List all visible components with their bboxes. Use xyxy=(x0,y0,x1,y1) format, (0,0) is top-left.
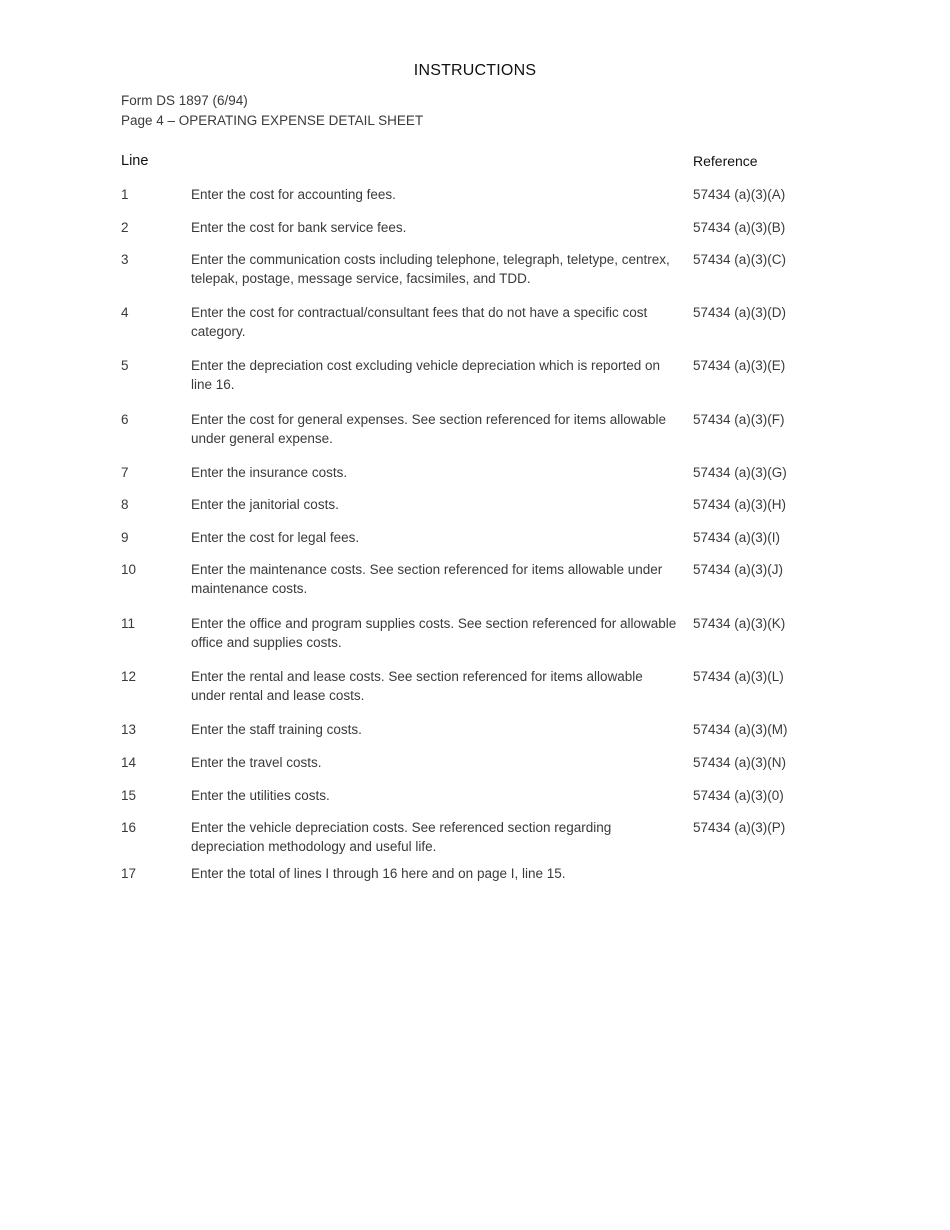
form-info xyxy=(121,91,423,130)
line-reference: 57434 (a)(3)(B) xyxy=(693,220,786,235)
line-description: Enter the cost for accounting fees. xyxy=(191,187,396,202)
line-description: Enter the vehicle depreciation costs. See referenced section regarding depreciation methodology and useful life. xyxy=(191,820,612,854)
line-reference: 57434 (a)(3)(F) xyxy=(693,412,785,427)
line-number: 15 xyxy=(121,788,137,803)
line-reference: 57434 (a)(3)(N) xyxy=(693,755,787,770)
line-reference: 57434 (a)(3)(A) xyxy=(693,187,786,202)
instructions-table xyxy=(121,153,821,881)
line-number: 1 xyxy=(121,187,129,202)
line-number: 8 xyxy=(121,497,129,512)
line-number: 10 xyxy=(121,562,137,577)
line-description: Enter the office and program supplies costs. See section referenced for allowable office and supplies costs. xyxy=(191,616,677,650)
line-description: Enter the depreciation cost excluding vehicle depreciation which is reported on line 16. xyxy=(191,358,661,392)
line-description: Enter the travel costs. xyxy=(191,755,322,770)
line-description: Enter the janitorial costs. xyxy=(191,497,339,512)
line-reference: 57434 (a)(3)(0) xyxy=(693,788,784,803)
line-reference: 57434 (a)(3)(M) xyxy=(693,722,788,737)
line-description: Enter the utilities costs. xyxy=(191,788,330,803)
line-description: Enter the insurance costs. xyxy=(191,465,348,480)
line-description: Enter the communication costs including telephone, telegraph, teletype, centrex, telepak, postage, message service, facsimiles, and TDD. xyxy=(191,252,670,286)
line-description: Enter the cost for bank service fees. xyxy=(191,220,407,235)
line-number: 12 xyxy=(121,669,137,684)
line-reference: 57434 (a)(3)(J) xyxy=(693,562,784,577)
line-reference: 57434 (a)(3)(D) xyxy=(693,305,787,320)
line-reference: 57434 (a)(3)(C) xyxy=(693,252,787,267)
line-number: 14 xyxy=(121,755,137,770)
line-number: 9 xyxy=(121,530,129,545)
line-number: 2 xyxy=(121,220,129,235)
form-page-title: Page 4 – OPERATING EXPENSE DETAIL SHEET xyxy=(121,112,424,128)
line-reference: 57434 (a)(3)(P) xyxy=(693,820,786,835)
line-reference: 57434 (a)(3)(E) xyxy=(693,358,786,373)
line-number: 5 xyxy=(121,358,129,373)
line-number: 13 xyxy=(121,722,137,737)
line-reference: 57434 (a)(3)(K) xyxy=(693,616,786,631)
line-description: Enter the rental and lease costs. See section referenced for items allowable under rental and lease costs. xyxy=(191,669,643,703)
line-description: Enter the maintenance costs. See section referenced for items allowable under maintenance costs. xyxy=(191,562,663,596)
line-reference: 57434 (a)(3)(G) xyxy=(693,465,787,480)
line-reference: 57434 (a)(3)(L) xyxy=(693,669,784,684)
line-reference: 57434 (a)(3)(I) xyxy=(693,530,781,545)
line-number: 17 xyxy=(121,866,137,881)
table-header xyxy=(121,153,821,183)
line-description: Enter the cost for legal fees. xyxy=(191,530,360,545)
line-number: 16 xyxy=(121,820,137,835)
form-number: Form DS 1897 (6/94) xyxy=(121,93,248,108)
line-reference: 57434 (a)(3)(H) xyxy=(693,497,787,512)
line-description: Enter the cost for general expenses. See section referenced for items allowable under general expense. xyxy=(191,412,667,446)
line-number: 7 xyxy=(121,465,129,480)
line-column-header: Line xyxy=(121,153,149,169)
line-number: 6 xyxy=(121,412,129,427)
reference-column-header: Reference xyxy=(693,153,758,169)
page-title: INSTRUCTIONS xyxy=(413,62,537,79)
line-description: Enter the cost for contractual/consultant fees that do not have a specific cost category. xyxy=(191,305,648,339)
line-number: 4 xyxy=(121,305,129,320)
line-description: Enter the staff training costs. xyxy=(191,722,362,737)
line-number: 11 xyxy=(121,616,136,631)
line-description: Enter the total of lines I through 16 here and on page I, line 15. xyxy=(191,866,566,881)
line-number: 3 xyxy=(121,252,129,267)
